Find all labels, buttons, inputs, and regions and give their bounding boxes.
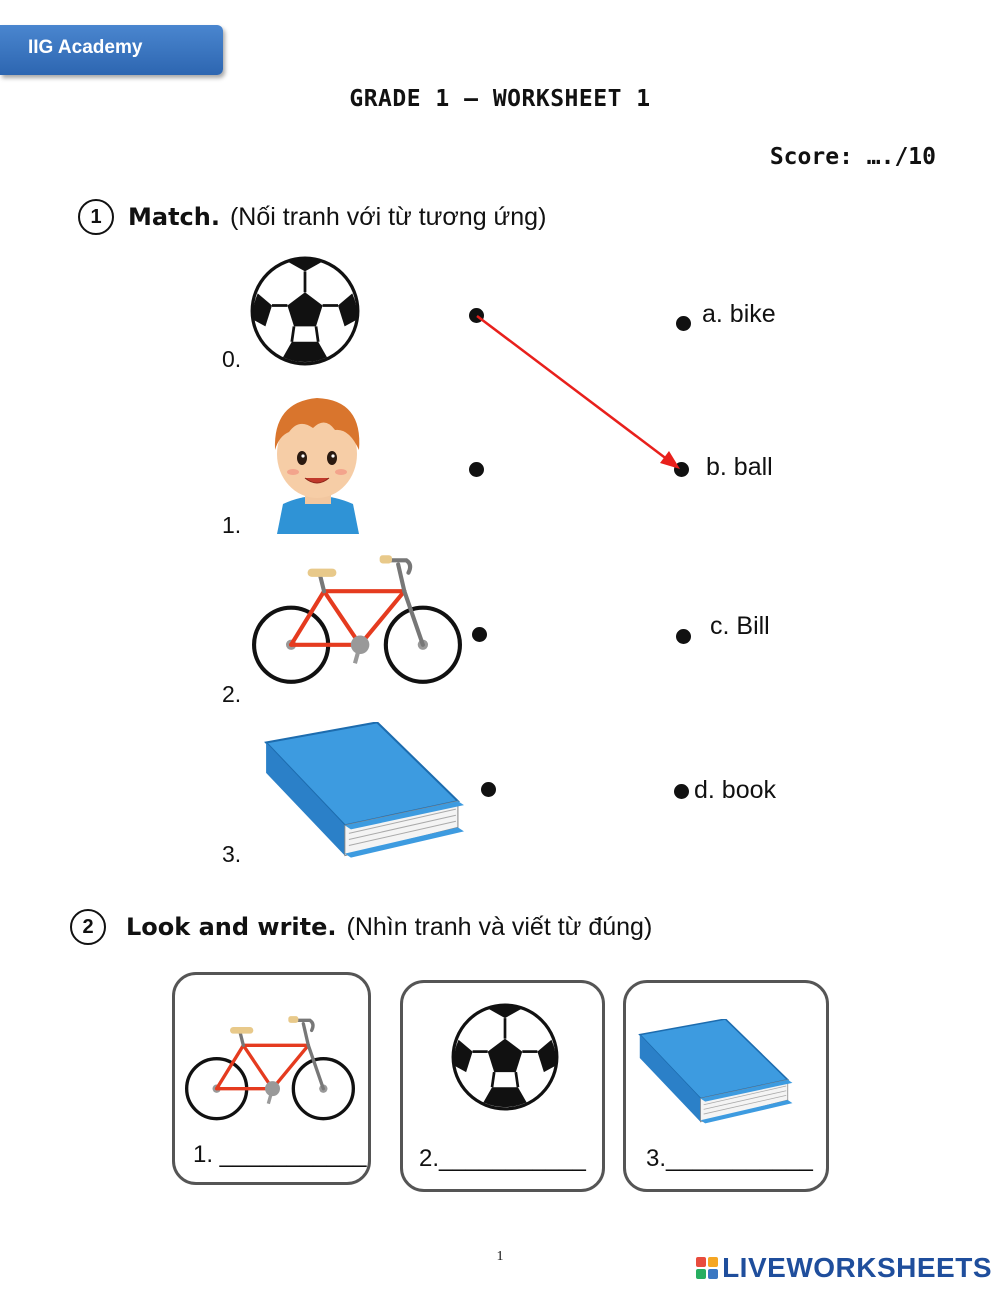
logo-letter	[696, 1269, 706, 1279]
logo-letter	[696, 1257, 706, 1267]
answer-blank-1[interactable]: 1. ___________	[193, 1141, 367, 1168]
section2-instruction: (Nhìn tranh và viết từ đúng)	[346, 912, 653, 941]
match-word: d. book	[694, 776, 777, 804]
item-index: 3.	[222, 841, 242, 867]
book-picture	[632, 1019, 794, 1125]
match-word: b. ball	[706, 453, 773, 481]
soccer-ball-picture	[451, 1003, 559, 1111]
write-card-1	[172, 972, 371, 1185]
match-word: c. Bill	[710, 612, 770, 640]
item-index: 2.	[222, 681, 242, 707]
liveworksheets-wordmark: LIVEWORKSHEETS	[722, 1252, 992, 1283]
section2-heading	[70, 909, 652, 945]
write-card-2	[400, 980, 605, 1192]
score-label: Score: …./10	[769, 144, 936, 170]
logo-letter	[708, 1257, 718, 1267]
write-card-3	[623, 980, 829, 1192]
liveworksheets-logo[interactable]	[696, 1252, 992, 1284]
answer-blank-2[interactable]: 2.___________	[419, 1145, 586, 1172]
section1-instruction: (Nối tranh với từ tương ứng)	[229, 202, 547, 231]
bike-picture	[185, 1013, 355, 1121]
section1-title: Match.	[128, 203, 220, 231]
match-word: a. bike	[702, 300, 776, 328]
section2-number: 2	[70, 909, 106, 945]
item-index: 1.	[222, 512, 242, 538]
liveworksheets-icon	[696, 1257, 718, 1279]
section2-title: Look and write.	[126, 913, 337, 941]
answer-blank-3[interactable]: 3.___________	[646, 1145, 813, 1172]
academy-tag: IIG Academy	[0, 25, 223, 75]
logo-letter	[708, 1269, 718, 1279]
page-number: 1	[496, 1249, 504, 1264]
worksheet-title: GRADE 1 – WORKSHEET 1	[349, 86, 651, 112]
item-index: 0.	[222, 346, 242, 372]
section1-number: 1	[78, 199, 114, 235]
